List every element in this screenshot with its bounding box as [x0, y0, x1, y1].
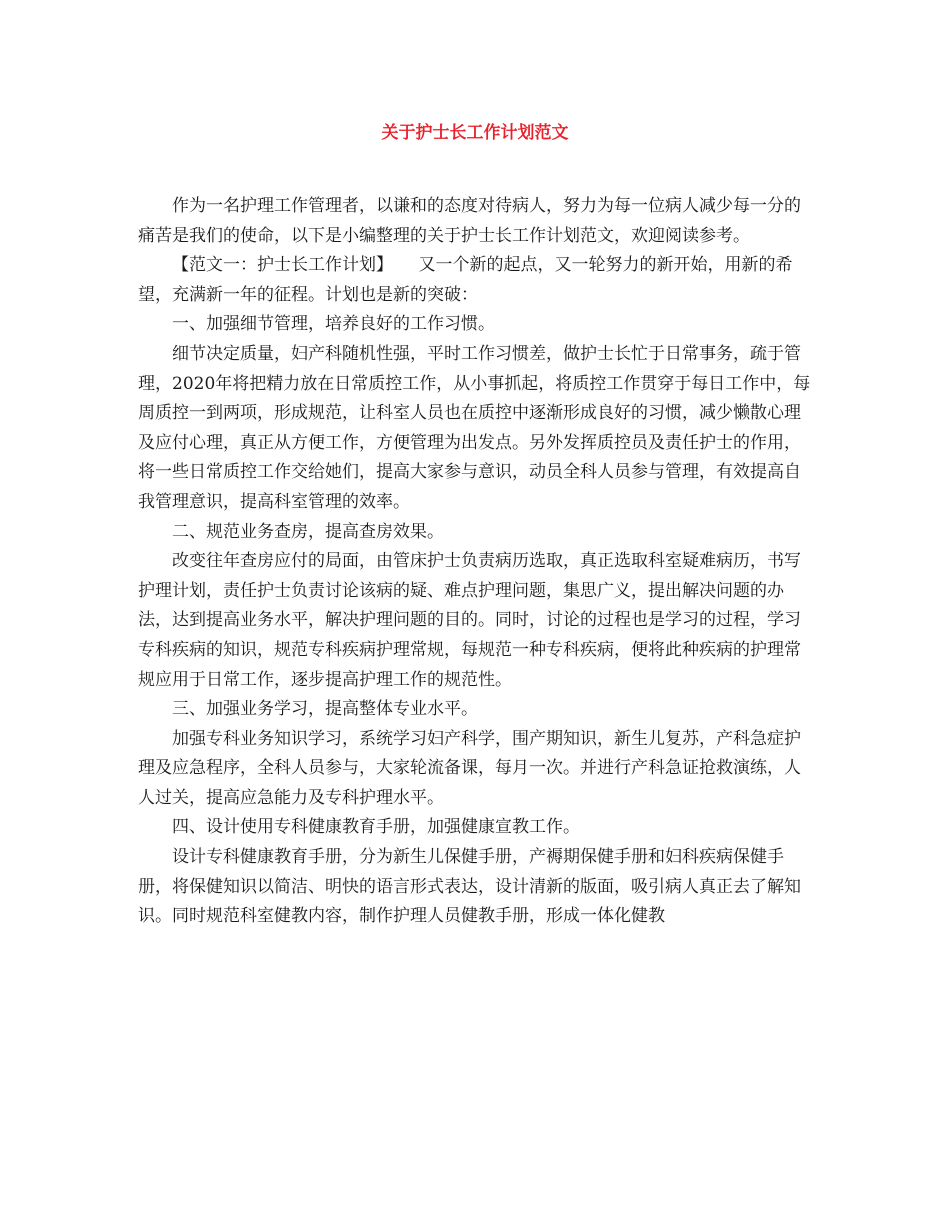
page-title: 关于护士长工作计划范文 — [381, 123, 569, 143]
section-heading-3: 三、加强业务学习，提高整体专业水平。 — [172, 699, 478, 720]
section-heading-1: 一、加强细节管理，培养良好的工作习惯。 — [172, 314, 495, 335]
section-heading-4: 四、设计使用专科健康教育手册，加强健康宣教工作。 — [172, 817, 580, 838]
section-heading-2: 二、规范业务查房，提高查房效果。 — [172, 521, 444, 542]
paragraph-section-4: 设计专科健康教育手册，分为新生儿保健手册，产褥期保健手册和妇科疾病保健手册，将保健知识以简洁、明快的语言形式表达，设计清新的版面，吸引病人真正去了解知识。同时规范科室健教内容，制作护理人员健教手册，形成一体化健教 — [138, 847, 801, 927]
paragraph-section-2: 改变往年查房应付的局面，由管床护士负责病历选取，真正选取科室疑难病历，书写护理计划，责任护士负责讨论该病的疑、难点护理问题，集思广义，提出解决问题的办法，达到提高业务水平，解决护理问题的目的。同时，讨论的过程也是学习的过程，学习专科疾病的知识，规范专科疾病护理常规，每规范一种专科疾病，便将此种疾病的护理常规应用于日常工作，逐步提高护理工作的规范性。 — [138, 551, 801, 690]
paragraph-sample-one-intro: 【范文一：护士长工作计划】 又一个新的起点，又一轮努力的新开始，用新的希望，充满新一年的征程。计划也是新的突破： — [138, 255, 793, 305]
paragraph-section-1: 细节决定质量，妇产科随机性强，平时工作习惯差，做护士长忙于日常事务，疏于管理，2020年将把精力放在日常质控工作，从小事抓起，将质控工作贯穿于每日工作中，每周质控一到两项，形成规范，让科室人员也在质控中逐渐形成良好的习惯，减少懒散心理及应付心理，真正从方便工作，方便管理为出发点。另外发挥质控员及责任护士的作用，将一些日常质控工作交给她们，提高大家参与意识，动员全科人员参与管理，有效提高自我管理意识，提高科室管理的效率。 — [138, 343, 811, 512]
paragraph-intro: 作为一名护理工作管理者，以谦和的态度对待病人，努力为每一位病人减少每一分的痛苦是我们的使命，以下是小编整理的关于护士长工作计划范文，欢迎阅读参考。 — [138, 196, 801, 246]
document-body — [138, 192, 814, 932]
paragraph-section-3: 加强专科业务知识学习，系统学习妇产科学，围产期知识，新生儿复苏，产科急症护理及应急程序，全科人员参与，大家轮流备课，每月一次。并进行产科急证抢救演练，人人过关，提高应急能力及专科护理水平。 — [138, 728, 801, 808]
